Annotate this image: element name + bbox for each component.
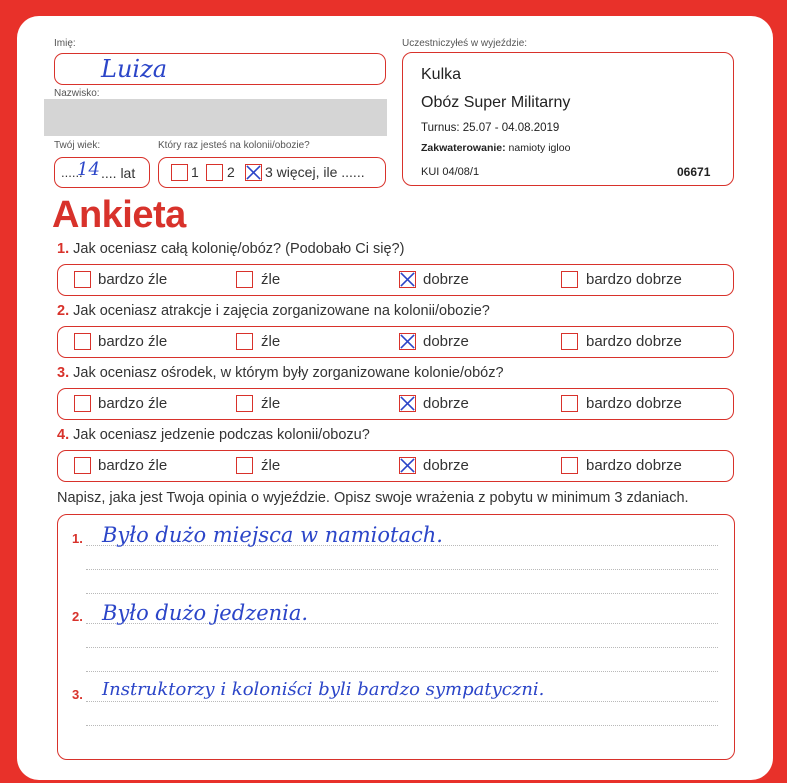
q4-option-label: dobrze (423, 457, 469, 474)
age-suffix: .... lat (101, 165, 136, 181)
answer-row-3 (57, 388, 734, 420)
opinion-line-text: Było dużo jedzenia. (102, 601, 309, 625)
q4-checkbox-dobrze[interactable] (399, 457, 416, 474)
q1-checkbox-zle[interactable] (236, 271, 253, 288)
q3-option-label: dobrze (423, 395, 469, 412)
opinion-line-number: 3. (72, 687, 83, 702)
trip-company: Kulka (421, 66, 462, 83)
q2-option-label: bardzo dobrze (586, 333, 682, 350)
q2-checkbox-bardzo-zle[interactable] (74, 333, 91, 350)
which-time-field (158, 157, 386, 188)
q3-checkbox-bardzo-zle[interactable] (74, 395, 91, 412)
q4-option-label: bardzo źle (98, 457, 168, 474)
trip-turn-value: 25.07 - 04.08.2019 (462, 122, 560, 134)
which-time-option-3: 3 więcej, ile ...... (265, 164, 365, 180)
q2-option-label: dobrze (423, 333, 469, 350)
name-value: Luiza (101, 55, 168, 83)
q4-checkbox-zle[interactable] (236, 457, 253, 474)
check-mark-icon (400, 396, 415, 411)
q4-checkbox-bardzo-dobrze[interactable] (561, 457, 578, 474)
q1-option-label: dobrze (423, 271, 469, 288)
name-field[interactable] (54, 53, 386, 85)
opinion-line-text: Instruktorzy i koloniści byli bardzo sympatyczni. (102, 679, 545, 700)
q3-option-label: źle (261, 395, 281, 412)
trip-label: Uczestniczyłeś w wyjeździe: (402, 38, 528, 49)
name-label: Imię: (54, 38, 76, 49)
trip-number: 06671 (677, 165, 711, 179)
q1-option-label: bardzo dobrze (586, 271, 682, 288)
which-time-label: Który raz jesteś na kolonii/obozie? (158, 140, 310, 151)
q1-checkbox-bardzo-dobrze[interactable] (561, 271, 578, 288)
q4-checkbox-bardzo-zle[interactable] (74, 457, 91, 474)
q2-option-label: bardzo źle (98, 333, 168, 350)
which-time-option-1: 1 (191, 164, 199, 180)
which-time-checkbox-3[interactable] (245, 164, 262, 181)
trip-accommodation-label: Zakwaterowanie: (421, 142, 506, 154)
surname-label: Nazwisko: (54, 88, 100, 99)
answer-row-1 (57, 264, 734, 296)
question-3: 3. Jak oceniasz ośrodek, w którym były zorganizowane kolonie/obóz? (57, 365, 504, 381)
q3-option-label: bardzo dobrze (586, 395, 682, 412)
q4-option-label: bardzo dobrze (586, 457, 682, 474)
q2-checkbox-dobrze[interactable] (399, 333, 416, 350)
q2-option-label: źle (261, 333, 281, 350)
answer-row-2 (57, 326, 734, 358)
question-1: 1. Jak oceniasz całą kolonię/obóz? (Podobało Ci się?) (57, 241, 405, 257)
age-label: Twój wiek: (54, 140, 101, 151)
answer-row-4 (57, 450, 734, 482)
q1-option-label: źle (261, 271, 281, 288)
q4-option-label: źle (261, 457, 281, 474)
q1-option-label: bardzo źle (98, 271, 168, 288)
age-field[interactable] (54, 157, 150, 188)
q3-option-label: bardzo źle (98, 395, 168, 412)
opinion-line-number: 2. (72, 609, 83, 624)
q2-checkbox-zle[interactable] (236, 333, 253, 350)
opinion-prompt: Napisz, jaka jest Twoja opinia o wyjeździe. Opisz swoje wrażenia z pobytu w minimum 3 zdaniach. (57, 490, 689, 506)
which-time-checkbox-1[interactable] (171, 164, 188, 181)
trip-accommodation-value: namioty igloo (508, 142, 571, 154)
check-mark-icon (400, 272, 415, 287)
q3-checkbox-zle[interactable] (236, 395, 253, 412)
q1-checkbox-dobrze[interactable] (399, 271, 416, 288)
surname-redaction (44, 99, 387, 136)
q3-checkbox-bardzo-dobrze[interactable] (561, 395, 578, 412)
trip-code: KUI 04/08/1 (421, 166, 480, 178)
check-mark-icon (246, 165, 261, 180)
q3-checkbox-dobrze[interactable] (399, 395, 416, 412)
trip-turn-label: Turnus: (421, 122, 460, 134)
which-time-checkbox-2[interactable] (206, 164, 223, 181)
trip-camp-name: Obóz Super Militarny (421, 94, 571, 111)
check-mark-icon (400, 458, 415, 473)
opinion-line-text: Było dużo miejsca w namiotach. (102, 523, 443, 547)
check-mark-icon (400, 334, 415, 349)
q1-checkbox-bardzo-zle[interactable] (74, 271, 91, 288)
opinion-line-number: 1. (72, 531, 83, 546)
survey-title: Ankieta (52, 194, 186, 236)
question-2: 2. Jak oceniasz atrakcje i zajęcia zorganizowane na kolonii/obozie? (57, 303, 490, 319)
opinion-box[interactable] (57, 514, 735, 760)
age-value: 14 (77, 159, 100, 180)
q2-checkbox-bardzo-dobrze[interactable] (561, 333, 578, 350)
question-4: 4. Jak oceniasz jedzenie podczas kolonii/obozu? (57, 427, 370, 443)
which-time-option-2: 2 (227, 164, 235, 180)
trip-info-box (402, 52, 734, 186)
age-prefix: ...... (61, 165, 83, 180)
